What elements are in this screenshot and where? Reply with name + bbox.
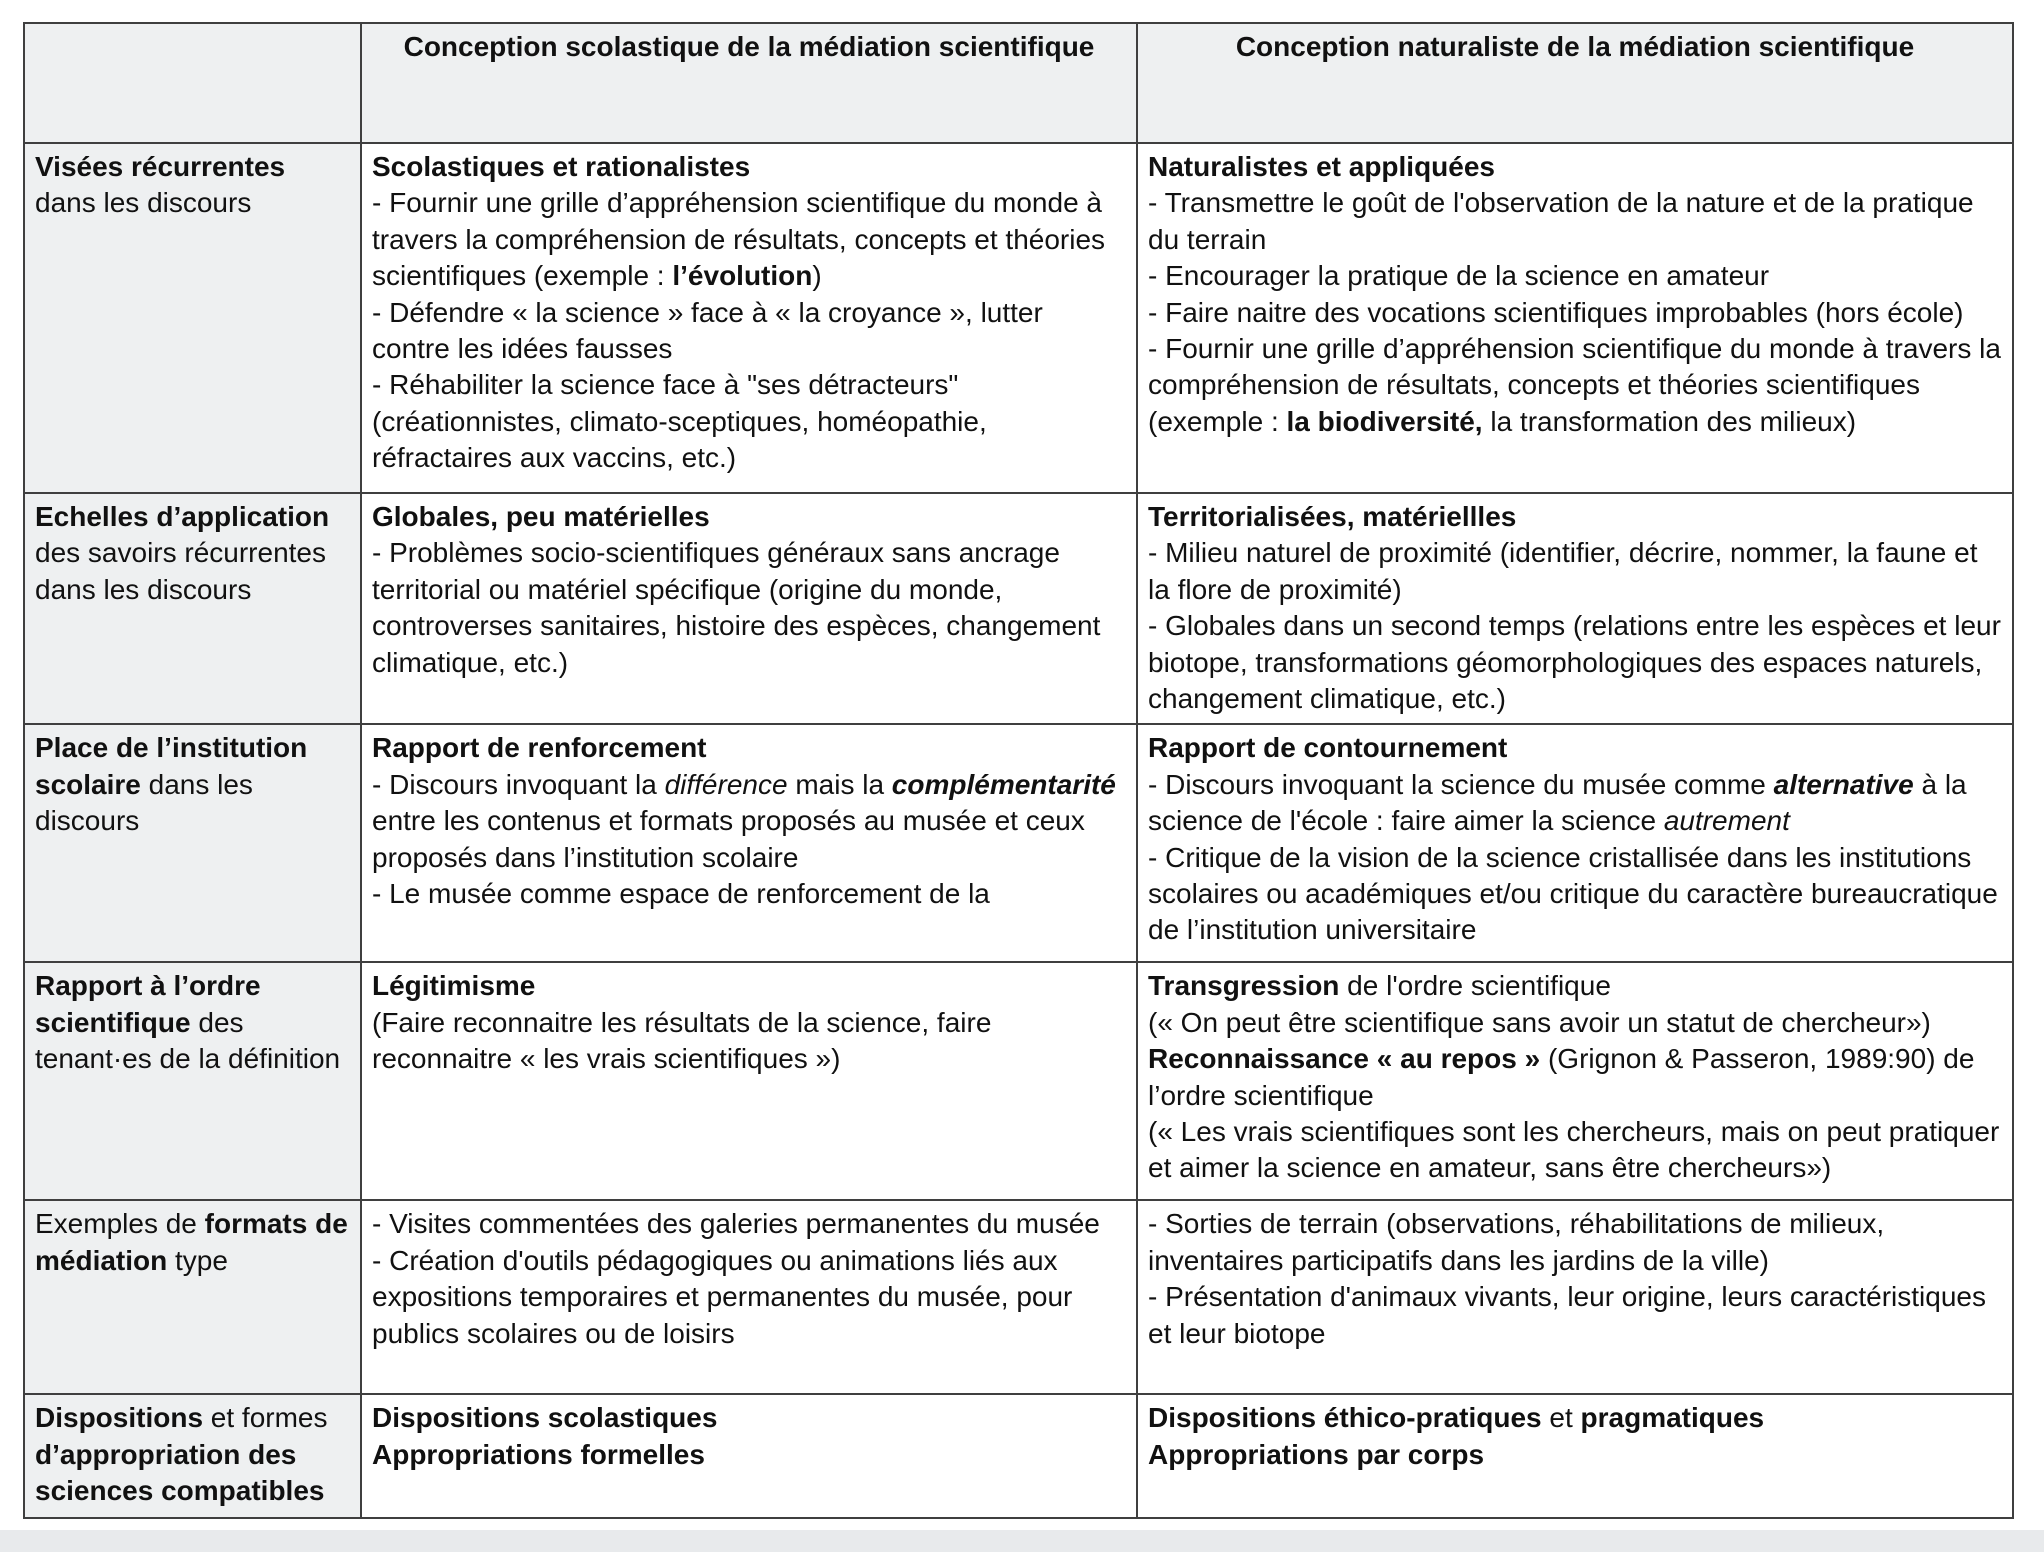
cell-rapport-naturaliste: Transgression de l'ordre scientifique (« On peut être scientifique sans avoir un statut de chercheur») Reconnaissance « au repos » (Grignon & Passeron, 1989:90) de l’ordre scientifique (« Les vrais scientifiques sont les chercheurs, mais on peut pratiquer et aimer la science en amateur, sans être chercheurs»)	[1137, 962, 2013, 1200]
page-bottom-strip	[0, 1530, 2044, 1552]
cell-place-naturaliste: Rapport de contournement - Discours invoquant la science du musée comme alternative à la science de l'école : faire aimer la science autrement - Critique de la vision de la science cristallisée dans les institutions scolaires ou académiques et/ou critique du caractère bureaucratique de l’institution universitaire	[1137, 724, 2013, 962]
cell-visees-naturaliste: Naturalistes et appliquées - Transmettre le goût de l'observation de la nature et de la pratique du terrain - Encourager la pratique de la science en amateur - Faire naitre des vocations scientifiques improbables (hors école) - Fournir une grille d’appréhension scientifique du monde à travers la compréhension de résultats, concepts et théories scientifiques (exemple : la biodiversité, la transformation des milieux)	[1137, 143, 2013, 493]
table-row-place-institution	[24, 724, 2013, 962]
table-row-dispositions	[24, 1394, 2013, 1518]
cell-place-scolastique: Rapport de renforcement - Discours invoquant la différence mais la complémentarité entre les contenus et formats proposés au musée et ceux proposés dans l’institution scolaire - Le musée comme espace de renforcement de la	[361, 724, 1137, 962]
cell-visees-scolastique: Scolastiques et rationalistes - Fournir une grille d’appréhension scientifique du monde à travers la compréhension de résultats, concepts et théories scientifiques (exemple : l’évolution) - Défendre « la science » face à « la croyance », lutter contre les idées fausses - Réhabiliter la science face à "ses détracteurs" (créationnistes, climato-sceptiques, homéopathie, réfractaires aux vaccins, etc.)	[361, 143, 1137, 493]
header-naturaliste: Conception naturaliste de la médiation scientifique	[1137, 23, 2013, 143]
row-label-place-institution: Place de l’institution scolaire dans les discours	[24, 724, 361, 962]
cell-formats-naturaliste: - Sorties de terrain (observations, réhabilitations de milieux, inventaires participatifs dans les jardins de la ville) - Présentation d'animaux vivants, leur origine, leurs caractéristiques et leur biotope	[1137, 1200, 2013, 1394]
row-label-dispositions: Dispositions et formes d’appropriation des sciences compatibles	[24, 1394, 361, 1518]
table-row-visees	[24, 143, 2013, 493]
cell-dispositions-naturaliste: Dispositions éthico-pratiques et pragmatiques Appropriations par corps	[1137, 1394, 2013, 1518]
header-empty-cell	[24, 23, 361, 143]
cell-echelles-scolastique: Globales, peu matérielles - Problèmes socio-scientifiques généraux sans ancrage territorial ou matériel spécifique (origine du monde, controverses sanitaires, histoire des espèces, changement climatique, etc.)	[361, 493, 1137, 724]
cell-dispositions-scolastique: Dispositions scolastiques Appropriations formelles	[361, 1394, 1137, 1518]
cell-rapport-scolastique: Légitimisme (Faire reconnaitre les résultats de la science, faire reconnaitre « les vrais scientifiques »)	[361, 962, 1137, 1200]
row-label-exemples-formats: Exemples de formats de médiation type	[24, 1200, 361, 1394]
table-row-echelles	[24, 493, 2013, 724]
row-label-echelles: Echelles d’application des savoirs récurrentes dans les discours	[24, 493, 361, 724]
header-scolastique: Conception scolastique de la médiation scientifique	[361, 23, 1137, 143]
row-label-visees: Visées récurrentes dans les discours	[24, 143, 361, 493]
row-label-rapport-ordre: Rapport à l’ordre scientifique des tenant·es de la définition	[24, 962, 361, 1200]
table-header-row	[24, 23, 2013, 143]
cell-formats-scolastique: - Visites commentées des galeries permanentes du musée - Création d'outils pédagogiques ou animations liés aux expositions temporaires et permanentes du musée, pour publics scolaires ou de loisirs	[361, 1200, 1137, 1394]
comparison-table	[23, 22, 2014, 1519]
cell-echelles-naturaliste: Territorialisées, matériellles - Milieu naturel de proximité (identifier, décrire, nommer, la faune et la flore de proximité) - Globales dans un second temps (relations entre les espèces et leur biotope, transformations géomorphologiques des espaces naturels, changement climatique, etc.)	[1137, 493, 2013, 724]
table-row-rapport-ordre	[24, 962, 2013, 1200]
table-row-exemples-formats	[24, 1200, 2013, 1394]
